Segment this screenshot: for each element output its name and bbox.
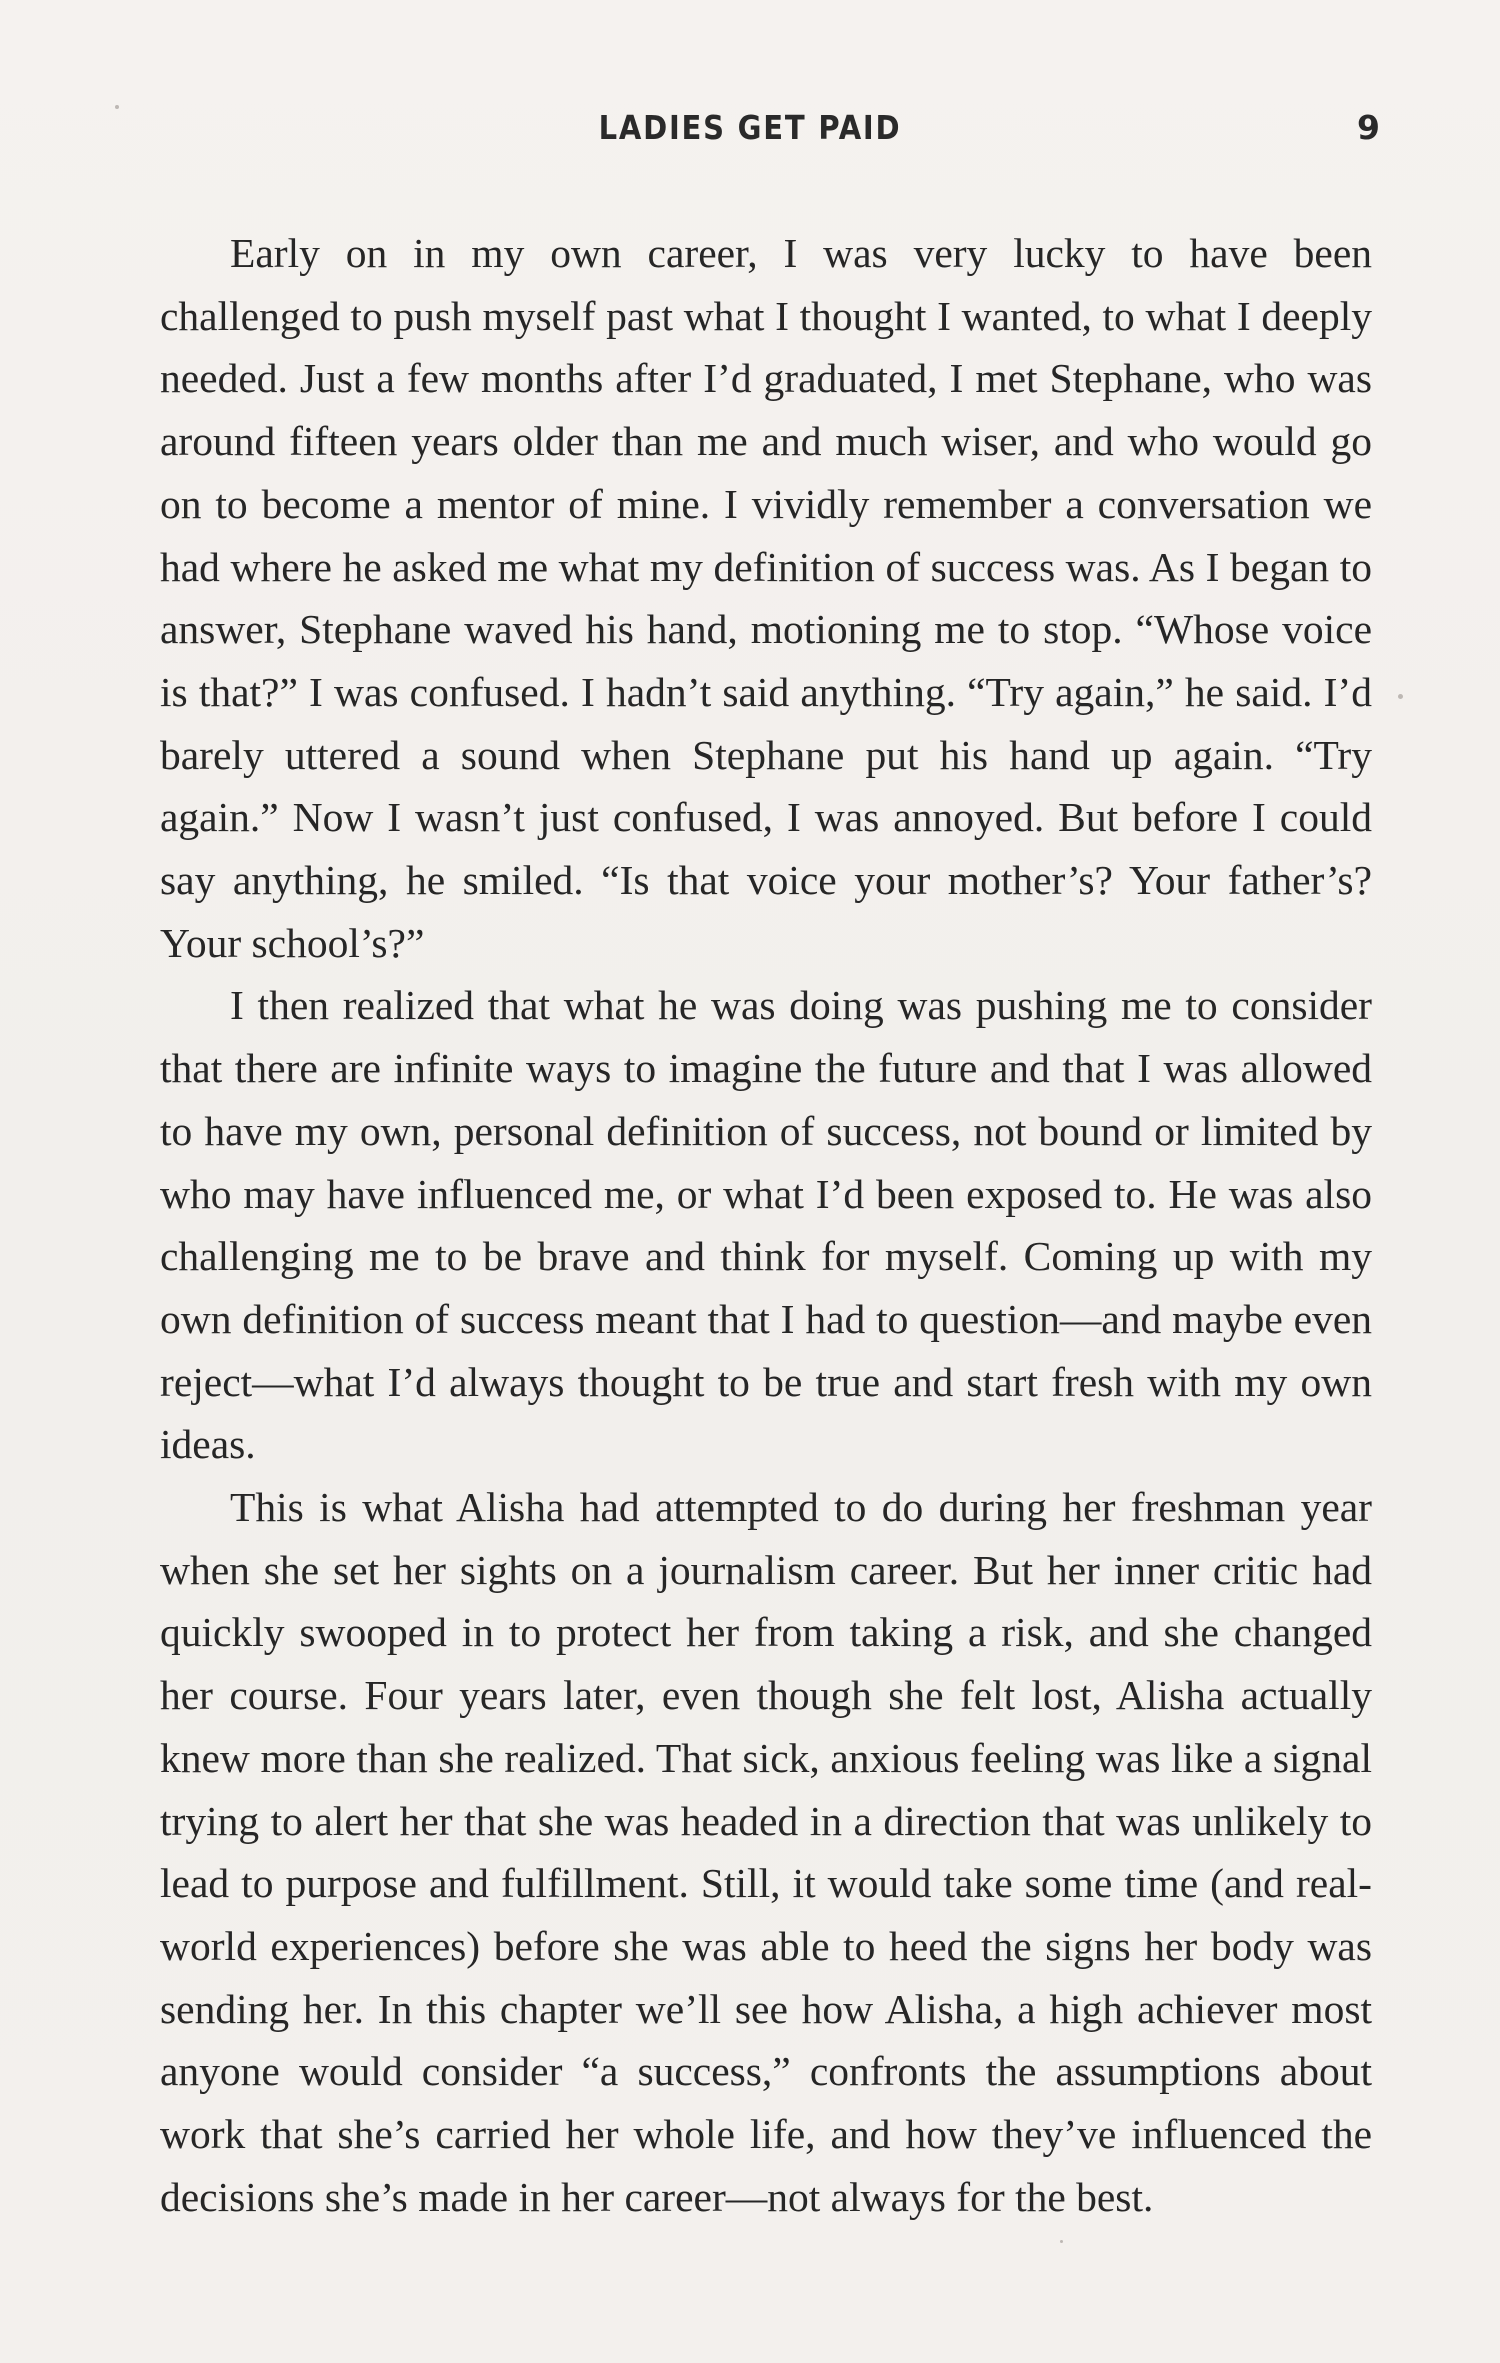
paragraph-1: Early on in my own career, I was very lucky to have been challenged to push myself past what I thought I wanted, to what I deeply needed. Just a few months after I’d graduated, I met Stephane, who was around fifteen years older than me and much wiser, and who would go on to become a mentor of mine. I vividly remember a conversation we had where he asked me what my definition of success was. As I began to answer, Stephane waved his hand, motioning me to stop. “Whose voice is that?” I was confused. I hadn’t said anything. “Try again,” he said. I’d barely uttered a sound when Stephane put his hand up again. “Try again.” Now I wasn’t just confused, I was annoyed. But before I could say anything, he smiled. “Is that voice your mother’s? Your father’s? Your school’s?”: [160, 230, 1372, 966]
running-title: LADIES GET PAID: [598, 108, 902, 147]
paragraph-3: This is what Alisha had attempted to do during her freshman year when she set her sights on a journalism career. But her inner critic had quickly swooped in to protect her from taking a risk, and she changed her course. Four years later, even though she felt lost, Alisha actually knew more than she realized. That sick, anxious feeling was like a signal trying to alert her that she was headed in a direction that was unlikely to lead to purpose and fulfillment. Still, it would take some time (and real-world experiences) before she was able to heed the signs her body was sending her. In this chapter we’ll see how Alisha, a high achiever most anyone would consider “a success,” confronts the assumptions about work that she’s carried her whole life, and how they’ve influenced the decisions she’s made in her career—not always for the best.: [160, 1484, 1372, 2220]
running-head: [0, 108, 1500, 158]
page-number: 9: [1357, 108, 1380, 147]
paper-speck: [115, 105, 119, 109]
paper-speck: [1060, 2240, 1063, 2243]
body-text: [160, 222, 1372, 2229]
paper-speck: [1398, 694, 1403, 699]
paragraph-2: I then realized that what he was doing was pushing me to consider that there are infinite ways to imagine the future and that I was allowed to have my own, personal definition of success, not bound or limited by who may have influenced me, or what I’d been exposed to. He was also challenging me to be brave and think for myself. Coming up with my own definition of success meant that I had to question—and maybe even reject—what I’d always thought to be true and start fresh with my own ideas.: [160, 982, 1372, 1468]
